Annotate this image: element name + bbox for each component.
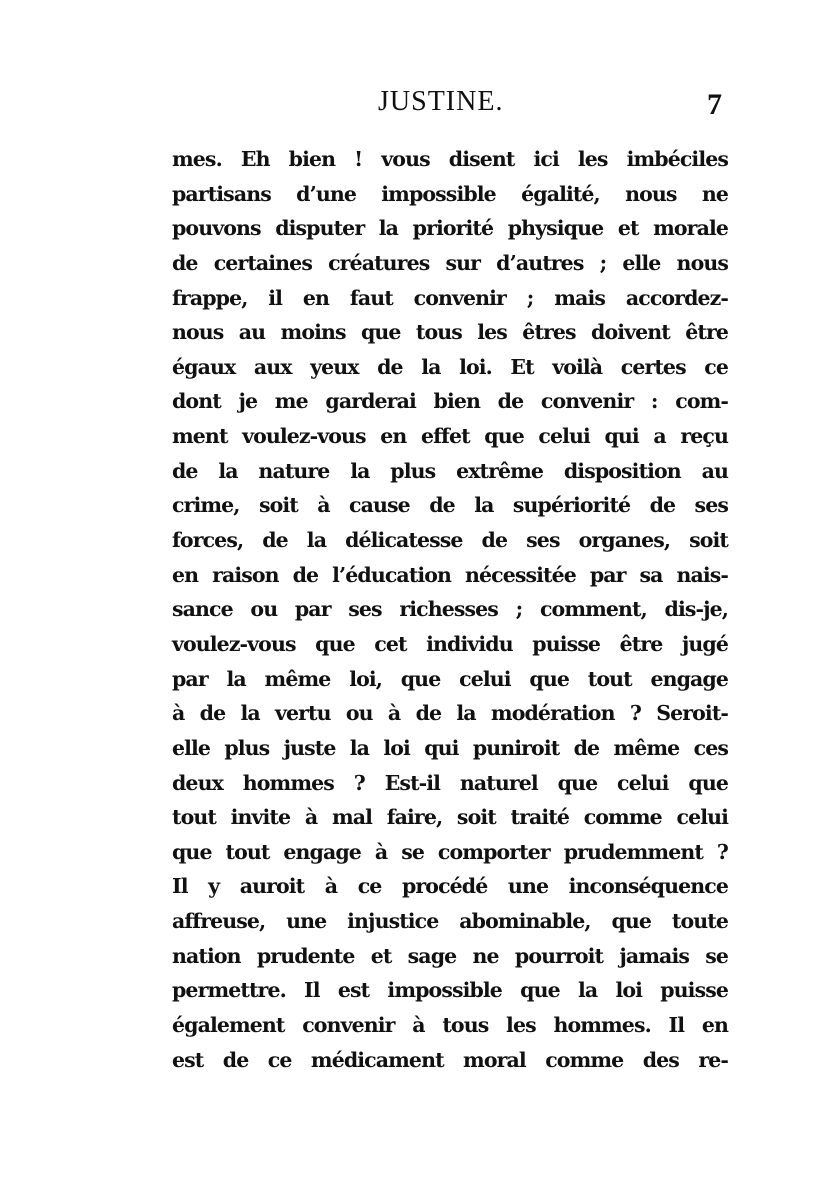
text-line: mes. Eh bien ! vous disent ici les imbéciles bbox=[172, 147, 728, 171]
text-line: également convenir à tous les hommes. Il en bbox=[172, 1013, 728, 1038]
text-line: ment voulez-vous en effet que celui qui a reçu bbox=[172, 424, 728, 449]
page-number: 7 bbox=[707, 88, 722, 121]
text-line: Il y auroit à ce procédé une inconséquence bbox=[172, 874, 728, 899]
text-line: que tout engage à se comporter prudemment ? bbox=[172, 839, 728, 864]
running-title: JUSTINE. bbox=[378, 86, 504, 117]
text-line: égaux aux yeux de la loi. Et voilà certes ce bbox=[172, 354, 728, 379]
text-line: tout invite à mal faire, soit traité comme celui bbox=[172, 805, 728, 830]
text-line: frappe, il en faut convenir ; mais accordez- bbox=[172, 285, 728, 310]
text-line: est de ce médicament moral comme des re- bbox=[172, 1047, 728, 1072]
text-line: en raison de l’éducation nécessitée par sa nais- bbox=[172, 562, 728, 587]
text-line: deux hommes ? Est-il naturel que celui que bbox=[172, 770, 728, 795]
text-line: de certaines créatures sur d’autres ; elle nous bbox=[172, 250, 728, 275]
text-line: permettre. Il est impossible que la loi puisse bbox=[172, 978, 728, 1003]
text-line: de la nature la plus extrême disposition au bbox=[172, 458, 728, 483]
text-line: voulez-vous que cet individu puisse être jugé bbox=[172, 631, 728, 656]
text-line: elle plus juste la loi qui puniroit de même ces bbox=[172, 735, 728, 760]
text-line: par la même loi, que celui que tout engage bbox=[172, 666, 728, 691]
text-line: dont je me garderai bien de convenir : com- bbox=[172, 389, 728, 414]
text-line: à de la vertu ou à de la modération ? Seroit- bbox=[172, 701, 728, 726]
text-line: partisans d’une impossible égalité, nous ne bbox=[172, 181, 728, 206]
text-line: nation prudente et sage ne pourroit jamais se bbox=[172, 943, 728, 968]
text-line: crime, soit à cause de la supériorité de ses bbox=[172, 493, 728, 518]
text-line: nous au moins que tous les êtres doivent être bbox=[172, 320, 728, 345]
body-text bbox=[172, 142, 728, 1077]
text-line: forces, de la délicatesse de ses organes, soit bbox=[172, 528, 728, 553]
text-line: sance ou par ses richesses ; comment, dis-je, bbox=[172, 597, 728, 622]
text-line: pouvons disputer la priorité physique et morale bbox=[172, 216, 728, 241]
text-line: affreuse, une injustice abominable, que toute bbox=[172, 909, 728, 934]
